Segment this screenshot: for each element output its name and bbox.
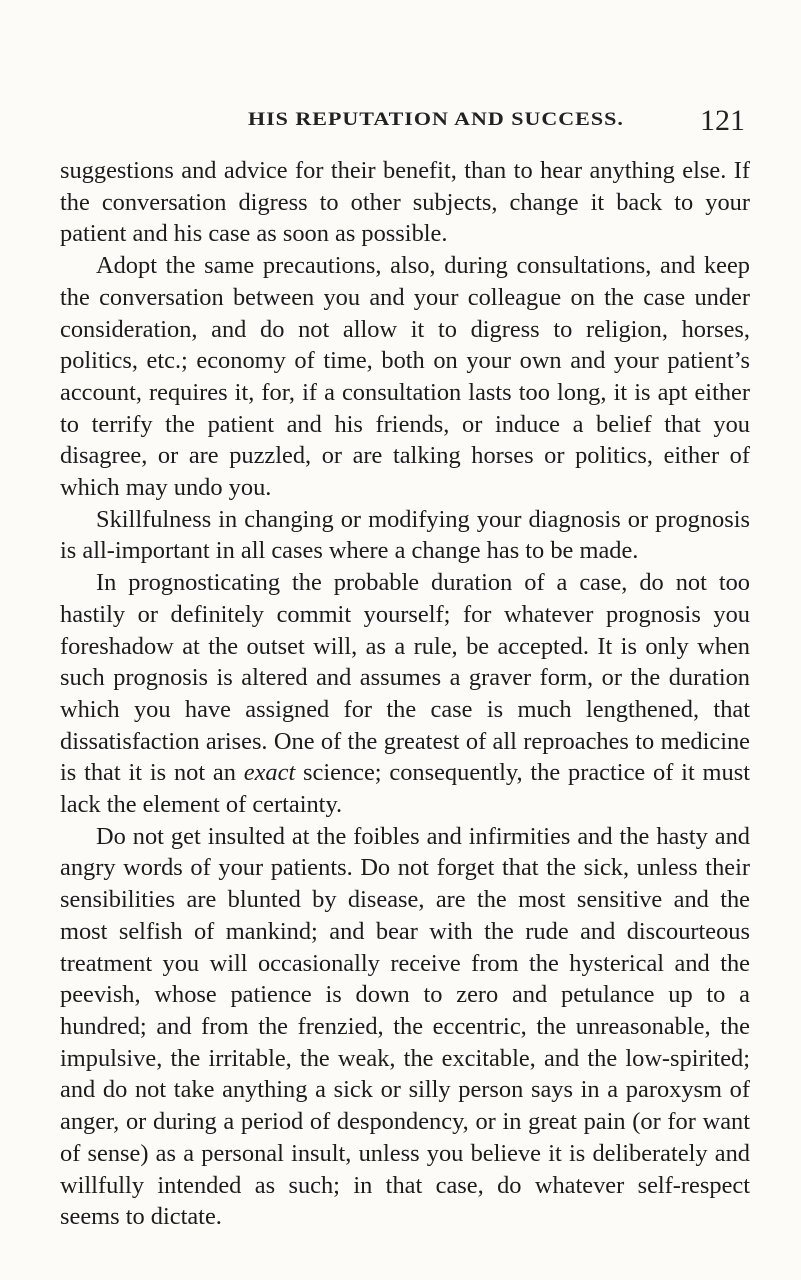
paragraph-skillfulness: Skillfulness in changing or modifying your diagnosis or prognosis is all-important in all cases where a change has to be made. [60,505,750,565]
paragraph-prognosticating [60,567,750,821]
body-text [60,155,750,1233]
paragraph-consultations: Adopt the same precautions, also, during consultations, and keep the conversation between you and your colleague on the case under consideration, and do not allow it to digress to religion, horses, politics, etc.; economy of time, both on your own and your patient’s account, requires it, for, if a consultation lasts too long, it is apt either to terrify the patient and his friends, or induce a belief that you disagree, or are puzzled, or are talking horses or politics, either of which may undo you. [60,252,750,502]
paragraph-foibles: Do not get insulted at the foibles and infirmities and the hasty and angry words of your patients. Do not forget that the sick, unless their sensibilities are blunted by disease, are the most sensitive and the most selfish of mankind; and bear with the rude and discourteous treatment you will occasionally receive from the hysterical and the peevish, whose patience is down to zero and petulance up to a hundred; and from the frenzied, the eccentric, the unreasonable, the impulsive, the irritable, the weak, the excitable, and the low-spirited; and do not take anything a sick or silly person says in a paroxysm of anger, or during a period of despondency, or in great pain (or for want of sense) as a personal insult, unless you believe it is deliberately and willfully intended as such; in that case, do whatever self-respect seems to dictate. [60,822,750,1231]
paragraph-text-after: science; consequently, the practice of it must lack the element of certainty. [60,759,750,819]
emphasized-word: exact [243,759,296,787]
page-number: 121 [700,104,745,137]
paragraph-continued: suggestions and advice for their benefit, than to hear anything else. If the conversation digress to other subjects, change it back to your patient and his case as soon as possible. [60,157,750,248]
paragraph-text-before: In prognosticating the probable duration of a case, do not too hastily or definitely commit yourself; for whatever prognosis you foreshadow at the outset will, as a rule, be accepted. It is only when such prognosis is altered and assumes a graver form, or the duration which you have assigned for the case is much lengthened, that dissatisfaction arises. One of the greatest of all reproaches to medicine is that it is not an [60,569,750,787]
running-head: HIS REPUTATION AND SUCCESS. [248,108,624,130]
